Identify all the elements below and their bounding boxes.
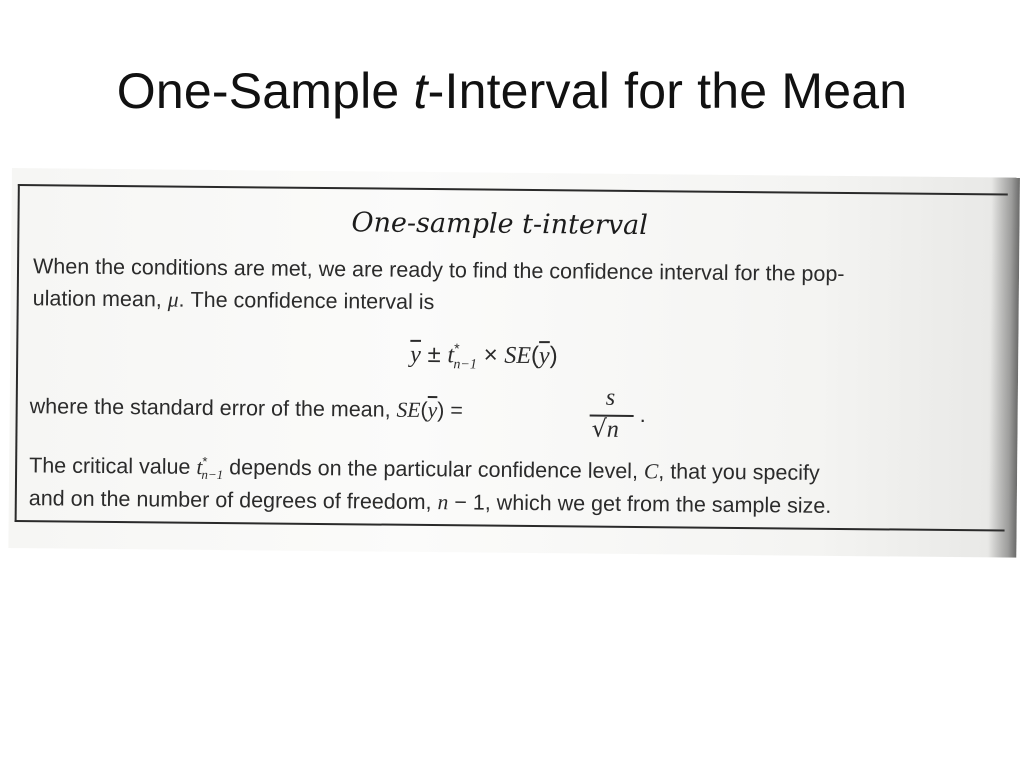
critical-value-line: [29, 452, 820, 489]
line2-text-end: . The confidence interval is: [178, 287, 435, 315]
se-line-y-bar: $\overline{y}$: [427, 398, 438, 423]
t-subscript: n−1: [453, 357, 477, 373]
se-label: SE: [504, 342, 532, 369]
df-n: n: [437, 490, 449, 515]
scanned-textbook-excerpt: [8, 168, 1020, 558]
se-line-open: (: [420, 397, 428, 423]
slide-title: [0, 62, 1024, 120]
fraction-denominator: [591, 415, 619, 444]
box-bottom-border: [15, 520, 1005, 532]
times-sign: ×: [476, 341, 505, 369]
crit-text: The critical value: [29, 453, 197, 479]
box-heading: One-sample t-interval: [351, 207, 649, 242]
df-end-text: − 1, which we get from the sample size.: [448, 490, 832, 518]
fraction-period: .: [639, 402, 646, 428]
line2-text: ulation mean,: [32, 286, 168, 312]
se-line-se: SE: [396, 397, 421, 422]
crit-subscript: n−1: [201, 467, 224, 483]
se-y-bar: $\overline{y}$: [538, 343, 550, 370]
title-suffix: -Interval for the Mean: [427, 63, 908, 119]
sqrt-n: n: [606, 416, 619, 443]
crit-superscript: *: [202, 453, 208, 469]
title-prefix: One-Sample: [116, 63, 414, 119]
crit-mid-text: depends on the particular confidence level,: [223, 455, 645, 484]
se-close-paren: ): [549, 342, 558, 370]
title-t-variable: t: [413, 63, 428, 119]
box-left-border: [15, 184, 20, 522]
mu-symbol: μ: [167, 287, 179, 312]
df-text: and on the number of degrees of freedom,: [28, 486, 438, 515]
se-line-text: where the standard error of the mean,: [29, 394, 397, 422]
plus-minus: ±: [420, 340, 448, 369]
crit-t: t: [196, 454, 203, 479]
definition-line-2: [33, 286, 435, 315]
t-superscript: *: [454, 340, 460, 357]
crit-end-text: , that you specify: [658, 459, 820, 485]
s-over-root-n-fraction: [587, 385, 640, 445]
confidence-interval-formula: [410, 340, 558, 374]
crit-c: C: [643, 459, 659, 484]
fraction-numerator: s: [605, 384, 616, 411]
standard-error-line: [30, 394, 463, 423]
degrees-of-freedom-line: [29, 486, 832, 519]
se-line-close: ) =: [437, 398, 464, 423]
y-bar: $\overline{y}$: [410, 341, 422, 368]
t-star: t: [447, 342, 455, 369]
se-open-paren: (: [530, 341, 540, 370]
box-top-border: [18, 184, 1008, 196]
definition-line-1: When the conditions are met, we are ready to find the confidence interval for the pop-: [32, 254, 845, 286]
sqrt-symbol: √: [591, 414, 607, 443]
